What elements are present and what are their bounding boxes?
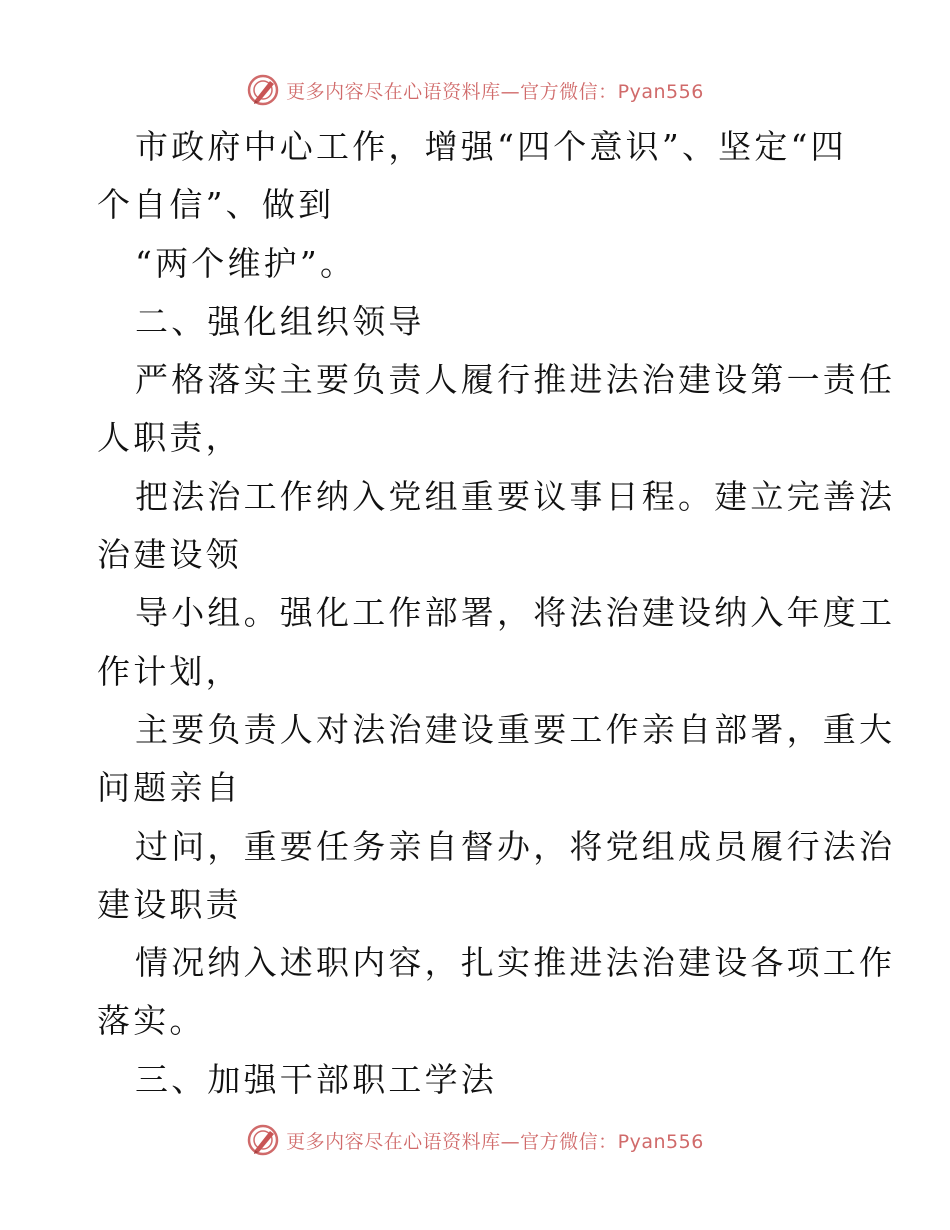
text-line: 个自信”、做到 bbox=[97, 185, 335, 225]
text-line: 作计划， bbox=[97, 651, 242, 691]
text-line: 把法治工作纳入党组重要议事日程。建立完善法 bbox=[135, 476, 896, 516]
text-line: 市政府中心工作，增强“四个意识”、坚定“四 bbox=[135, 127, 847, 166]
pen-logo-icon bbox=[246, 73, 280, 107]
text-line: 治建设领 bbox=[97, 535, 242, 575]
text-line: “两个维护”。 bbox=[135, 243, 357, 283]
section-heading: 三、加强干部职工学法 bbox=[135, 1059, 497, 1099]
section-heading: 二、强化组织领导 bbox=[135, 301, 425, 341]
text-line: 导小组。强化工作部署，将法治建设纳入年度工 bbox=[135, 593, 896, 633]
header-watermark bbox=[246, 73, 704, 107]
text-line: 情况纳入述职内容，扎实推进法治建设各项工作 bbox=[135, 943, 896, 983]
text-line: 主要负责人对法治建设重要工作亲自部署，重大 bbox=[135, 709, 896, 749]
text-line: 人职责， bbox=[97, 418, 242, 458]
header-banner-text: 更多内容尽在心语资料库—官方微信：Pyan556 bbox=[286, 80, 704, 103]
text-line: 建设职责 bbox=[97, 884, 242, 924]
document-body bbox=[97, 118, 896, 1109]
pen-logo-icon bbox=[246, 1123, 280, 1157]
text-line: 严格落实主要负责人履行推进法治建设第一责任 bbox=[135, 360, 896, 400]
footer-banner-text: 更多内容尽在心语资料库—官方微信：Pyan556 bbox=[286, 1130, 704, 1153]
text-line: 落实。 bbox=[97, 1001, 206, 1041]
text-line: 问题亲自 bbox=[97, 768, 242, 808]
footer-banner bbox=[0, 1120, 950, 1160]
header-banner bbox=[0, 70, 950, 110]
footer-watermark bbox=[246, 1123, 704, 1157]
text-line: 过问，重要任务亲自督办，将党组成员履行法治 bbox=[135, 826, 896, 866]
